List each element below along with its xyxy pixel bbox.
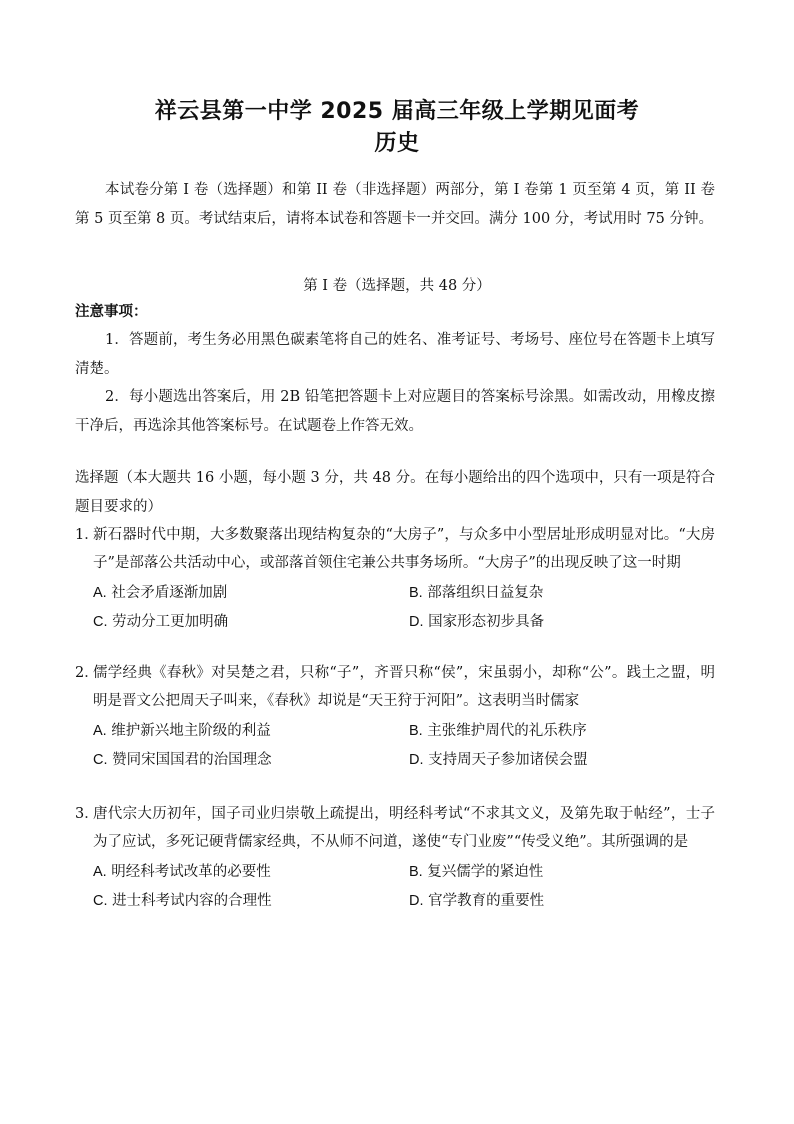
option-b: [409, 858, 543, 886]
option-d: [409, 608, 544, 636]
exam-subject: 历史: [374, 131, 420, 156]
option-letter: A.: [93, 864, 107, 880]
option-letter: D.: [409, 752, 424, 768]
notice-item: 2．每小题选出答案后，用 2B 铅笔把答题卡上对应题目的答案标号涂黑。如需改动，用橡皮擦干净后，再选涂其他答案标号。在试题卷上作答无效。: [75, 389, 715, 434]
notice-heading: 注意事项：: [75, 304, 148, 320]
option-text: 维护新兴地主阶级的利益: [106, 723, 271, 739]
option-letter: C.: [93, 614, 108, 630]
option-letter: D.: [409, 614, 424, 630]
option-letter: A.: [93, 723, 107, 739]
option-text: 劳动分工更加明确: [107, 614, 229, 630]
option-text: 社会矛盾逐渐加剧: [106, 585, 228, 601]
question-1: [75, 521, 715, 635]
option-letter: B.: [409, 585, 423, 601]
option-text: 支持周天子参加诸侯会盟: [423, 752, 588, 768]
option-letter: A.: [93, 585, 107, 601]
option-text: 进士科考试内容的合理性: [107, 893, 272, 909]
exam-title: 祥云县第一中学 2025 届高三年级上学期见面考: [154, 99, 640, 124]
question-stem: [75, 521, 715, 577]
question-text: 唐代宗大历初年，国子司业归崇敬上疏提出，明经科考试“不求其文义，及第先取于帖经”，士子为了应试，多死记硬背儒家经典，不从师不问道，遂使“专门业废”“传受义绝”。其所强调的是: [93, 806, 715, 850]
option-letter: C.: [93, 752, 108, 768]
option-text: 部落组织日益复杂: [422, 585, 544, 601]
option-a: [93, 858, 271, 886]
question-3: [75, 800, 715, 914]
question-options: [93, 577, 715, 635]
exam-intro: 本试卷分第 I 卷（选择题）和第 II 卷（非选择题）两部分，第 I 卷第 1 页至第 4 页，第 II 卷第 5 页至第 8 页。考试结束后，请将本试卷和答题卡一并交回。满分 100 分，考试用时 75 分钟。: [75, 182, 715, 227]
question-stem: [75, 800, 715, 856]
option-d: [409, 887, 544, 915]
option-d: [409, 746, 588, 774]
notice-item: 1．答题前，考生务必用黑色碳素笔将自己的姓名、准考证号、考场号、座位号在答题卡上填写清楚。: [75, 332, 715, 377]
question-number: 3．: [75, 806, 99, 822]
question-number: 2．: [75, 665, 99, 681]
option-letter: B.: [409, 864, 423, 880]
option-letter: B.: [409, 723, 423, 739]
question-text: 儒学经典《春秋》对吴楚之君，只称“子”，齐晋只称“侯”，宋虽弱小，却称“公”。践土之盟，明明是晋文公把周天子叫来，《春秋》却说是“天王狩于河阳”。这表明当时儒家: [93, 665, 715, 709]
question-2: [75, 659, 715, 773]
option-b: [409, 579, 543, 607]
option-letter: D.: [409, 893, 424, 909]
option-text: 官学教育的重要性: [423, 893, 545, 909]
option-c: [93, 746, 272, 774]
option-b: [409, 717, 587, 745]
option-c: [93, 608, 228, 636]
option-letter: C.: [93, 893, 108, 909]
choice-instruction: 选择题（本大题共 16 小题，每小题 3 分，共 48 分。在每小题给出的四个选项中，只有一项是符合题目要求的）: [75, 470, 715, 515]
option-text: 赞同宋国国君的治国理念: [107, 752, 272, 768]
option-text: 主张维护周代的礼乐秩序: [422, 723, 587, 739]
option-a: [93, 717, 271, 745]
option-text: 复兴儒学的紧迫性: [422, 864, 544, 880]
option-text: 明经科考试改革的必要性: [106, 864, 271, 880]
question-number: 1．: [75, 527, 99, 543]
option-c: [93, 887, 272, 915]
question-text: 新石器时代中期，大多数聚落出现结构复杂的“大房子”，与众多中小型居址形成明显对比。“大房子”是部落公共活动中心，或部落首领住宅兼公共事务场所。“大房子”的出现反映了这一时期: [93, 527, 715, 571]
question-options: [93, 715, 715, 773]
section-heading: 第 I 卷（选择题，共 48 分）: [303, 278, 491, 294]
option-a: [93, 579, 227, 607]
option-text: 国家形态初步具备: [423, 614, 545, 630]
question-options: [93, 856, 715, 914]
question-stem: [75, 659, 715, 715]
